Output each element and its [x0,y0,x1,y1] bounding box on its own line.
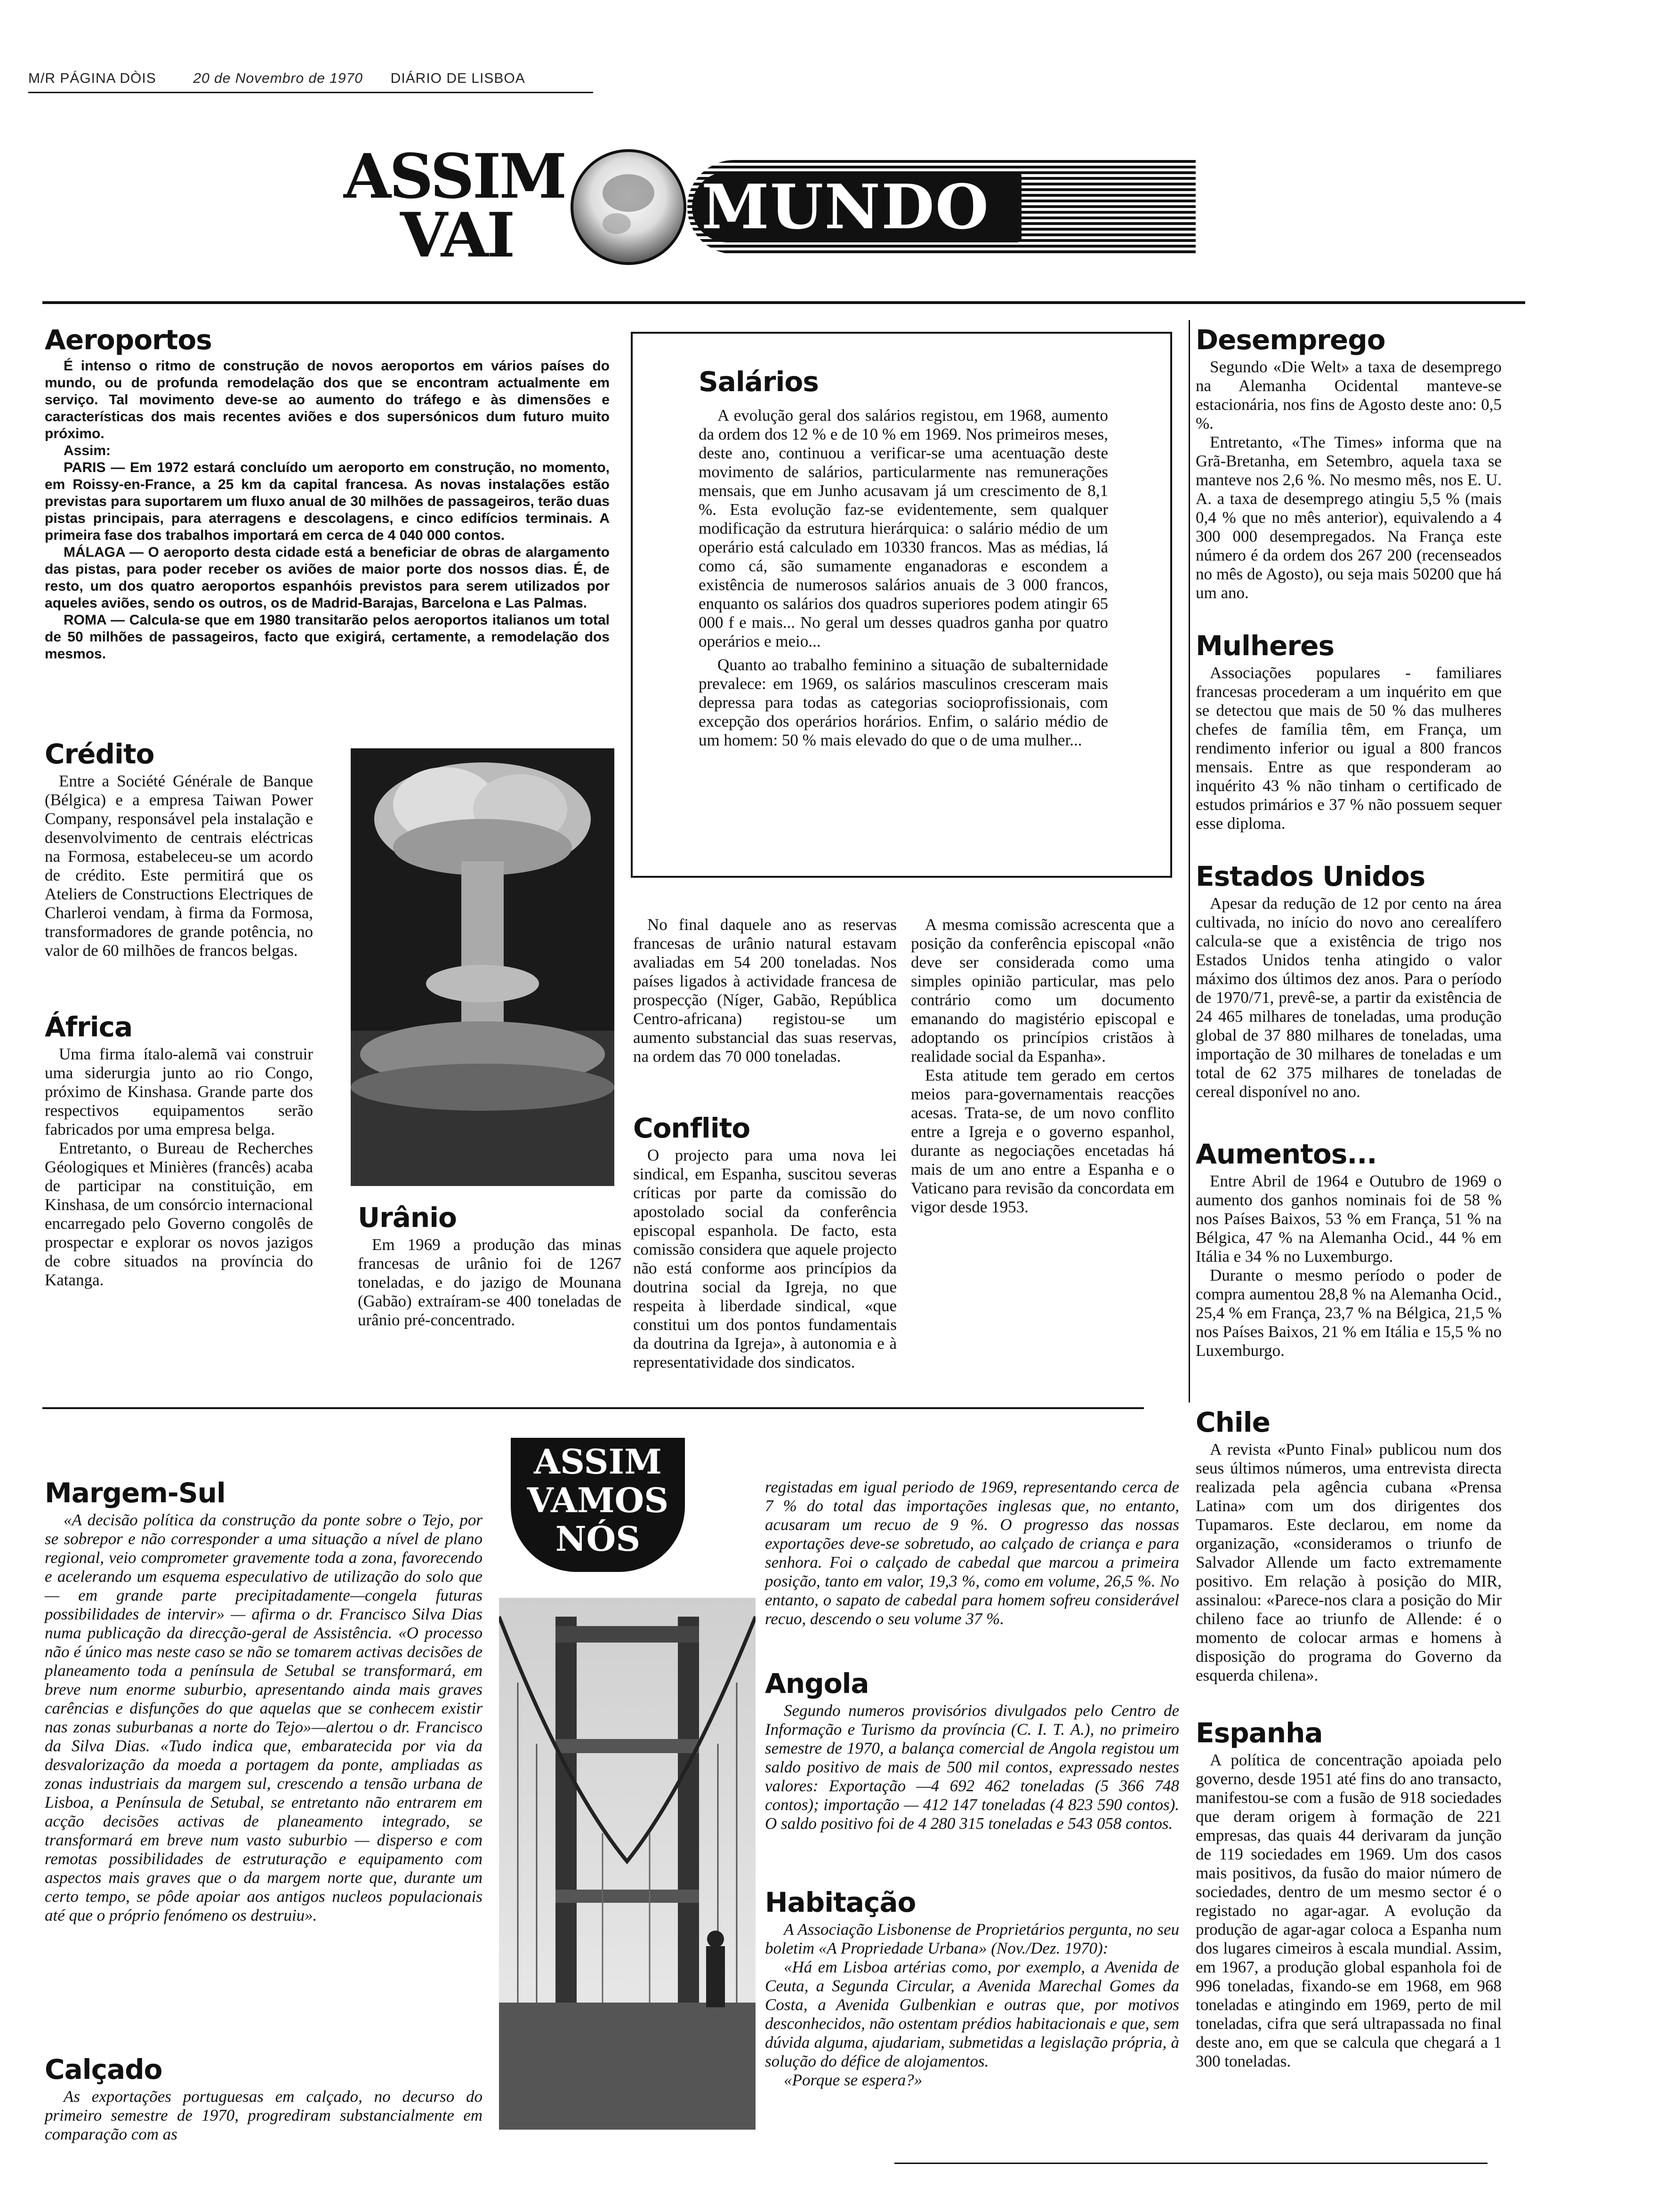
article-habitacao [765,1887,1179,2090]
conflito-p3: Esta atitude tem gerado em certos meios para-governamentais reacções acesas. Trata-se, de um novo conflito entre a Igreja e o governo espanhol, durante as negociações encetadas há mais de um ano entre a Espanha e o Vaticano para revisão da concordata em vigor desde 1953. [911,1066,1174,1216]
masthead-rule [42,301,1525,304]
mulheres-text: Associações populares - familiares francesas procederam a um inquérito em que se detectou que mais de 50 % das mulheres chefes de família têm, em França, um rendimento inferior ou igual a 800 francos mensais. Entre as que responderam ao inquérito 43 % não tinham o certificado de estudos primários e 37 % não possuem sequer esse diploma. [1196,664,1502,833]
bridge-photo [499,1598,756,2130]
aeroportos-intro: É intenso o ritmo de construção de novos aeroportos em vários países do mundo, ou de profunda remodelação dos que se encontram actualmente em serviço. Tal movimento deve-se ao aumento do tráfego e às dimensões e características dos mais recentes aviões e dos supersónicos dum futuro muito próximo. [45,358,610,441]
mushroom-cloud-icon [351,748,614,1186]
article-uranio-cont [633,915,897,1066]
masthead-mundo: MUNDO [701,171,990,243]
habitacao-title: Habitação [765,1886,916,1918]
conflito-p1: O projecto para uma nova lei sindical, em Espanha, suscitou severas críticas por parte da comissão do apostolado social da conferência episcopal espanhola. De facto, esta comissão considera que aquele projecto não está conforme aos princípios da doutrina social da Igreja, no que respeita à liberdade sindical, «que constitui um dos pontos fundamentais da doutrina da Igreja», à autonomia e à representatividade dos sindicatos. [633,1146,897,1371]
assim-vamos-nos-line3: NÓS [555,1519,641,1559]
assim-vamos-nos-line1: ASSIM [534,1442,662,1482]
mulheres-title: Mulheres [1196,630,1334,662]
globe-icon [570,141,687,278]
angola-text: Segundo numeros provisórios divulgados pelo Centro de Informação e Turismo da província (C. I. T. A.), no primeiro semestre de 1970, a balança comercial de Angola registou um saldo positivo de mais de 500 mil contos, expressado nestes valores: Exportação —4 692 462 toneladas (5 366 748 contos); importação — 412 147 toneladas (4 823 590 contos). O saldo positivo foi de 4 280 315 toneladas e 543 058 contos. [765,1701,1179,1833]
column-rule [1189,320,1190,1403]
article-espanha [1196,1718,1502,2071]
article-credito [45,739,313,960]
uranio-p2: No final daquele ano as reservas francesas de urânio natural estavam avaliadas em 54 200 toneladas. Nos países ligados à actividade francesa de prospecção (Níger, Gabão, República Centro-africana) registou-se um aumento substancial das suas reservas, na ordem das 70 000 toneladas. [633,915,897,1066]
article-mulheres [1196,631,1502,833]
suspension-bridge-icon [499,1598,756,2130]
aeroportos-paris: PARIS — Em 1972 estará concluído um aeroporto em construção, no momento, em Roissy-en-France, a 25 km da capital francesa. As novas instalações estão previstas para suportarem um fluxo anual de 30 milhões de passageiros, terão duas pistas principais, para aterragens e descolagens, e cinco edifícios terminais. A primeira fase dos trabalhos importará em cerca de 4 040 000 contos. [45,460,610,543]
conflito-title: Conflito [633,1112,750,1144]
habitacao-p2: «Há em Lisboa artérias como, por exemplo, a Avenida de Ceuta, a Segunda Circular, a Avenida Marechal Gomes da Costa, a Avenida Gulbenkian e outras que, por motivos desconhecidos, não ostentam prédios habitacionais e que, sem dúvida alguma, ajudariam, submetidas a legislação própria, à solução do défice de alojamentos. [765,1958,1179,2070]
aumentos-p2: Durante o mesmo período o poder de compra aumentou 28,8 % na Alemanha Ocid., 25,4 % em França, 23,7 % na Bélgica, 21,5 % nos Países Baixos, 21 % em Itália e 15,5 % no Luxemburgo. [1196,1266,1502,1360]
running-head-section: M/R PÁGINA DÒIS [28,71,156,86]
running-head-rule [28,92,593,93]
salarios-p1: A evolução geral dos salários registou, em 1968, aumento da ordem dos 12 % e de 10 % em 1969. Nos primeiros meses, deste ano, continuou a verificar-se uma acentuação deste movimento de salários, particularmente nas remunerações mensais, que em Junho acusavam já um crescimento de 8,1 %. Esta evolução faz-se evidentemente, sem qualquer modificação da estrutura hierárquica: o salário médio de um operário está calculado em 10330 francos. Mas as médias, lá como cá, são sumamente enganadoras e escondem a existência de numerosos salários anuais de 3 000 francos, enquanto os salários dos quadros superiores podem atingir 65 000 f e mais... No geral um desses quadros ganha por quatro operários e meio... [699,406,1108,650]
angola-title: Angola [765,1667,869,1699]
masthead-assim: ASSIM [344,140,565,212]
running-head-paper: DIÁRIO DE LISBOA [390,71,525,86]
aeroportos-malaga: MÁLAGA — O aeroporto desta cidade está a beneficiar de obras de alargamento das pistas, para poder receber os aviões de maior porte dos nossos dias. É, de resto, um dos quatro aeroportos espanhóis previstos para serem utilizados por aqueles aviões, sendo os outros, os de Madrid-Barajas, Barcelona e Las Palmas. [45,545,610,611]
espanha-title: Espanha [1196,1717,1323,1749]
article-aumentos [1196,1139,1502,1360]
article-chile [1196,1407,1502,1685]
aeroportos-roma: ROMA — Calcula-se que em 1980 transitarão pelos aeroportos italianos um total de 50 milhões de passageiros, facto que exigirá, certamente, a remodelação dos mesmos. [45,612,610,662]
aumentos-p1: Entre Abril de 1964 e Outubro de 1969 o aumento dos ganhos nominais foi de 58 % nos Países Baixos, 53 % em França, 51 % na Bélgica, 47 % na Alemanha Ocid., 44 % em Itália e 34 % no Luxemburgo. [1196,1172,1502,1266]
article-conflito-cont [911,915,1174,1217]
page-bottom-rule [894,2163,1488,2164]
calcado-title: Calçado [45,2053,162,2085]
running-head [28,71,640,94]
habitacao-p3: «Porque se espera?» [784,2071,923,2089]
masthead-vai: VAI [400,199,514,271]
aeroportos-title: Aeroportos [45,324,212,356]
article-estados-unidos [1196,861,1502,1101]
margem-sul-p1: «A decisão política da construção da ponte sobre o Tejo, por se sobrepor e não corresponder a uma situação a nível de plano regional, veio comprometer gravemente toda a zona, favorecendo e acelerando um esquema especulativo de utilização do solo que — em grande parte precipitadamente—congela futuras possibilidades de intervir» — afirma o dr. Francisco Silva Dias numa publicação da direcção-geral de Assistência. «O processo não é único mas neste caso se não se tomarem activas decisões de planeamento toda a península de Setubal se transformará, em breve num enorme suburbio, apresentando ainda mais graves carências e disfunções do que aquelas que se conhecem existir nas zonas suburbanas a norte do Tejo»—alertou o dr. Francisco da Silva Dias. «Tudo indica que, embaratecida por via da desvalorização da moeda a portagem da ponte, ampliadas as zonas industriais da margem sul, crescendo a tensão urbana de Lisboa, a Península de Setubal, se entretanto não entrarem em acção decisões activas de planeamento integrado, se transformará em breve num vasto suburbio — disperso e com remotas possibilidades de estruturação e equipamento com aspectos mais graves que o da margem norte que, durante um certo tempo, se pôde apoiar aos antigos nucleos populacionais até que o próprio fenómeno os destruiu». [45,1511,483,1924]
calcado-p2: registadas em igual periodo de 1969, representando cerca de 7 % do total das importações inglesas que, no entanto, acusaram um recuo de 9 %. O progresso das nossas exportações deve-se sobretudo, ao calçado de criança e para senhora. Foi o calçado de cabedal que marcou a primeira posição, tanto em valor, 19,3 %, como em volume, 26,5 %. No entanto, o sapato de cabedal para homem sofreu considerável recuo, descendo o seu volume 37 %. [765,1478,1179,1628]
calcado-p1: As exportações portuguesas em calçado, no decurso do primeiro semestre de 1970, progrediram substancialmente em comparação com as [45,2087,483,2143]
article-angola [765,1668,1179,1833]
estados-unidos-text: Apesar da redução de 12 por cento na área cultivada, no início do novo ano cerealífero calcula-se que a existência de trigo nos Estados Unidos tenha atingido o valor máximo dos últimos dez anos. Para o período de 1970/71, prevê-se, a partir da existência de 24 465 milhares de toneladas, uma produção global de 37 880 milhares de toneladas, uma importação de 30 milhares de toneladas e um total de 62 375 milhares de toneladas de cereal disponível no ano. [1196,894,1502,1101]
masthead [330,141,1200,278]
aumentos-title: Aumentos... [1196,1138,1377,1170]
uranio-p1: Em 1969 a produção das minas francesas de urânio foi de 1267 toneladas, e do jazigo de Mounana (Gabão) extraíram-se 400 toneladas de urânio pré-concentrado. [358,1235,621,1329]
article-margem-sul [45,1478,483,1925]
chile-p1: A revista «Punto Final» publicou num dos seus últimos números, uma entrevista directa realizada pela agência cubana «Prensa Latina» com um dos dirigentes dos Tupamaros. Este declarou, em nome da organização, «consideramos o triunfo de Salvador Allende um facto extremamente positivo. Em relação à posição do MIR, assinalou: «Parece-nos clara a posição do Mir chileno face ao triunfo de Allende: é o momento de colocar armas e homens à disposição do programa do Governo da esquerda chilena». [1196,1440,1502,1684]
chile-title: Chile [1196,1406,1270,1438]
salarios-title: Salários [699,366,819,398]
assim-vamos-nos-line2: VAMOS [527,1480,669,1520]
running-head-date: 20 de Novembro de 1970 [193,71,363,86]
margem-sul-title: Margem-Sul [45,1477,225,1509]
article-calcado [45,2054,483,2144]
espanha-text: A política de concentração apoiada pelo governo, desde 1951 até fins do ano transacto, manifestou-se com a fusão de 918 sociedades que deram origem à formação de 221 empresas, das quais 44 derivaram da junção de 119 sociedades em 1969. Um dos casos mais positivos, da fusão do maior número de sociedades, dentro de um mesmo sector é o registado no agar-agar. A evolução da produção de agar-agar coloca a Espanha num dos lugares cimeiros à escala mundial. Assim, em 1967, a produção global espanhola foi de 996 toneladas, fixando-se em 1968, em 968 toneladas e atingindo em 1969, perto de mil toneladas, cifra que será ultrapassada no final deste ano, em que se calcula que chegará a 1 300 toneladas. [1196,1751,1502,2070]
desemprego-p2: Entretanto, «The Times» informa que na Grã-Bretanha, em Setembro, aquela taxa se manteve nos 2,6 %. No mesmo mês, nos E. U. A. a taxa de desemprego atingiu 5,5 % (mais 0,4 % que no mês anterior), equivalendo a 4 300 000 desempregados. Na França este número é da ordem dos 267 200 (recenseados no mês de Agosto), ou seja mais 50200 que há um ano. [1196,433,1502,602]
africa-title: África [45,1011,133,1043]
lower-section-rule [42,1407,1144,1409]
aeroportos-assim: Assim: [64,443,111,458]
salarios-p2: Quanto ao trabalho feminino a situação de subalternidade prevalece: em 1969, os salários masculinos cresceram mais depressa para todas as categorias socioprofissionais, com excepção dos operários horários. Enfim, o salário médio de um homem: 50 % mais elevado do que o de uma mulher... [699,656,1108,749]
assim-vamos-nos-emblem [511,1438,685,1572]
article-desemprego [1196,325,1502,602]
credito-text: Entre a Société Générale de Banque (Bélgica) e a empresa Taiwan Power Company, responsável pela instalação e desenvolvimento de centrais eléctricas na Formosa, estabeleceu-se um acordo de crédito. Este permitirá que os Ateliers de Constructions Electriques de Charleroi vendam, à firma da Formosa, transformadores de grande potência, no valor de 60 milhões de francos belgas. [45,772,313,960]
article-uranio [358,1202,621,1330]
desemprego-title: Desemprego [1196,324,1385,356]
africa-p1: Uma firma ítalo-alemã vai construir uma siderurgia junto ao rio Congo, próximo de Kinshasa. Grande parte dos respectivos equipamentos serão fabricados por uma empresa belga. [45,1045,313,1138]
africa-p2: Entretanto, o Bureau de Recherches Géologiques et Minières (francês) acaba de participar na constituição, em Kinshasa, de um consórcio internacional encarregado pelo Governo congolês de prospectar e explorar os novos jazigos de cobre situados na província do Katanga. [45,1139,313,1289]
article-aeroportos [45,325,610,663]
uranio-title: Urânio [358,1202,457,1234]
desemprego-p1: Segundo «Die Welt» a taxa de desemprego na Alemanha Ocidental manteve-se estacionária, nos fins de Agosto deste ano: 0,5 %. [1196,358,1502,433]
article-conflito [633,1113,897,1372]
salarios-box [631,332,1172,878]
nuclear-explosion-photo [351,748,614,1186]
article-calcado-cont [765,1478,1179,1628]
conflito-p2: A mesma comissão acrescenta que a posição da conferência episcopal «não deve ser considerada como uma simples opinião particular, mas pelo contrário como um documento emanando do magistério episcopal e adoptando os princípios cristãos à realidade social da Espanha». [911,915,1174,1066]
credito-title: Crédito [45,738,154,770]
habitacao-p1: A Associação Lisbonense de Proprietários pergunta, no seu boletim «A Propriedade Urbana» (Nov./Dez. 1970): [765,1920,1179,1957]
article-africa [45,1012,313,1290]
estados-unidos-title: Estados Unidos [1196,860,1425,892]
